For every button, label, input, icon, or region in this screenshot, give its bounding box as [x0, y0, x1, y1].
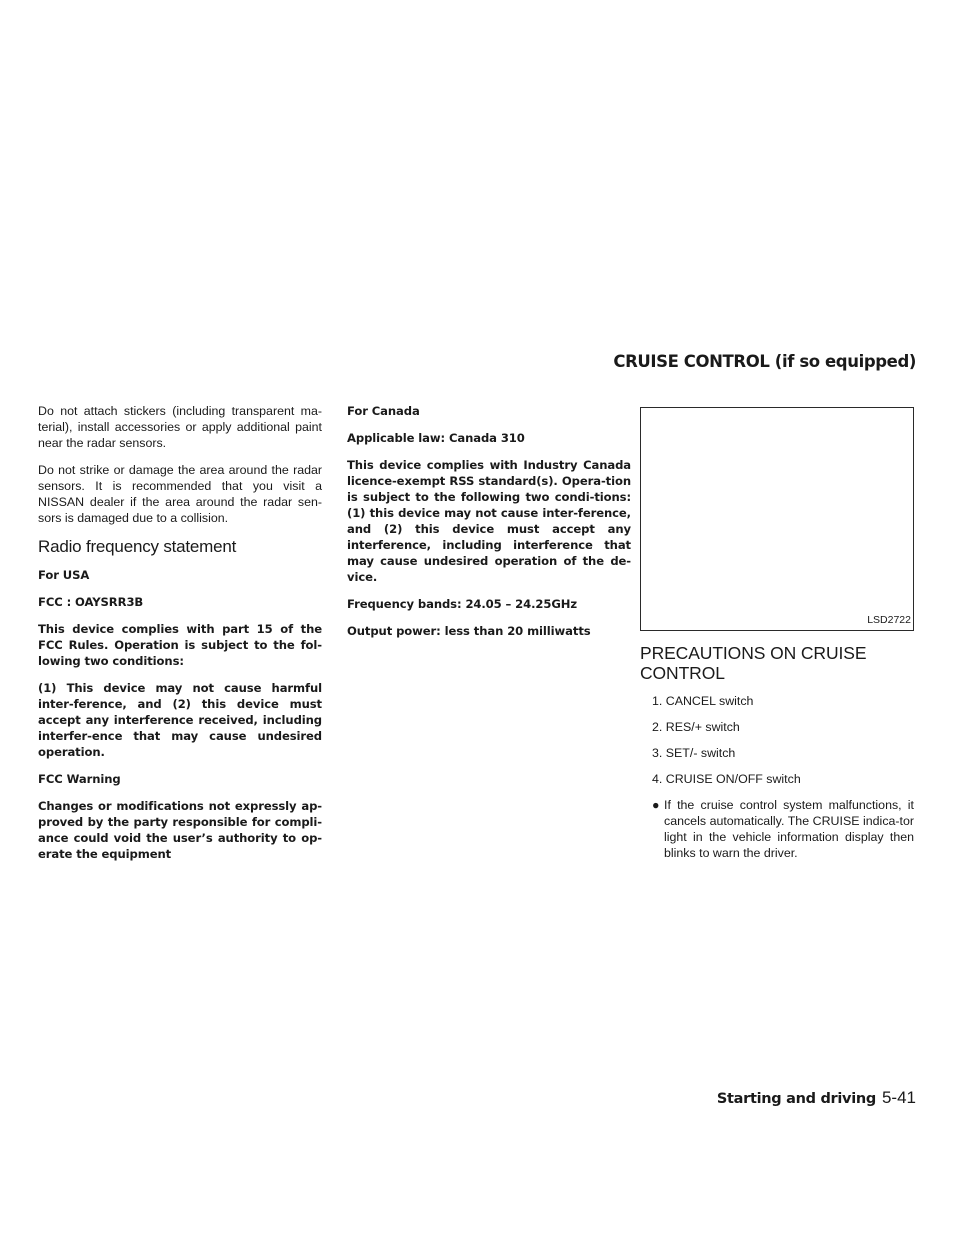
fcc-conditions: (1) This device may not cause harmful inter-ference, and (2) this device must accept any interference received, including interfer-ence that may cause undesired operation. [38, 681, 322, 759]
canada-law: Applicable law: Canada 310 [347, 431, 525, 445]
section-header: CRUISE CONTROL (if so equipped) [613, 352, 916, 371]
page-footer [717, 1088, 916, 1108]
column-2 [347, 403, 631, 639]
canada-compliance: This device complies with Industry Canada licence-exempt RSS standard(s). Opera-tion is subject to the following two condi-tions: (1) this device may not cause inter-ference, and (2) this device must accept any interference, including interference that may cause undesired operation of the de-vice. [347, 458, 631, 584]
fcc-warning-label: FCC Warning [38, 772, 121, 786]
paragraph-stickers: Do not attach stickers (including transparent ma-terial), install accessories or apply additional paint near the radar sensors. [38, 404, 322, 450]
list-item: 1. CANCEL switch [652, 694, 754, 708]
malfunction-note [640, 797, 914, 861]
footer-section: Starting and driving [716, 1091, 876, 1107]
precautions-heading: PRECAUTIONS ON CRUISE CONTROL [640, 643, 867, 683]
switch-list [640, 693, 914, 787]
output-power: Output power: less than 20 milliwatts [347, 624, 591, 638]
list-item: 4. CRUISE ON/OFF switch [652, 772, 801, 786]
list-item: 3. SET/- switch [652, 746, 736, 760]
column-3 [640, 407, 914, 861]
fcc-warning-text: Changes or modifications not expressly ap-proved by the party responsible for compli-ance could void the user’s authority to op-erate the equipment [38, 799, 322, 861]
for-usa-label: For USA [38, 568, 90, 582]
radio-frequency-heading: Radio frequency statement [38, 537, 237, 556]
list-item: 2. RES/+ switch [652, 720, 740, 734]
column-1 [38, 403, 322, 862]
page-number: 5-41 [881, 1088, 916, 1107]
malfunction-text: If the cruise control system malfunctions, it cancels automatically. The CRUISE indica-tor light in the vehicle information display then blinks to warn the driver. [664, 798, 914, 860]
fcc-id: FCC : OAYSRR3B [38, 595, 144, 609]
bullet-icon: ● [652, 798, 660, 812]
fcc-compliance: This device complies with part 15 of the FCC Rules. Operation is subject to the fol-lowing two conditions: [38, 622, 322, 668]
paragraph-damage: Do not strike or damage the area around the radar sensors. It is recommended that you visit a NISSAN dealer if the area around the radar sen-sors is damaged due to a collision. [38, 463, 322, 525]
frequency-bands: Frequency bands: 24.05 – 24.25GHz [347, 597, 578, 611]
for-canada-label: For Canada [347, 404, 420, 418]
figure-id: LSD2722 [867, 614, 911, 626]
cruise-switch-figure [640, 407, 914, 631]
